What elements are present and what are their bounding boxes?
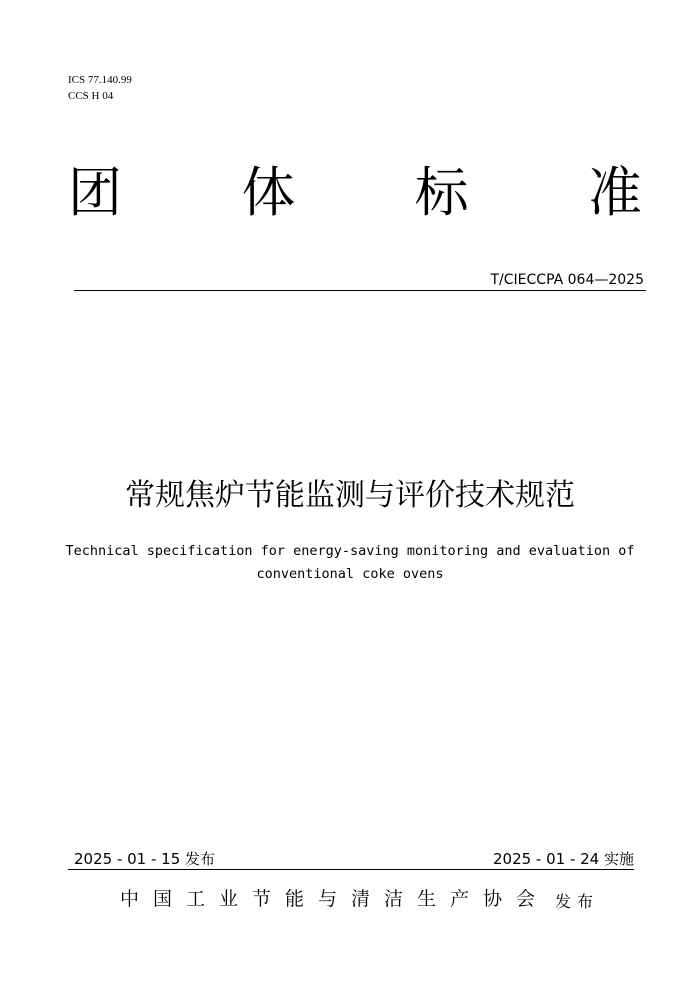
english-title-line-2: conventional coke ovens	[256, 566, 444, 582]
issue-label: 发布	[555, 892, 600, 911]
issuing-organization: 中国工业节能与清洁生产协会	[120, 888, 550, 910]
banner-char-2: 体	[241, 161, 296, 224]
classification-codes	[68, 72, 132, 104]
ccs-code: CCS H 04	[68, 90, 114, 102]
document-type-banner	[68, 158, 642, 228]
english-title-line-1: Technical specification for energy-saving monitoring and evaluation of	[65, 543, 635, 559]
standard-number: T/CIECCPA 064—2025	[490, 272, 644, 288]
footer-divider	[68, 869, 634, 870]
banner-char-3: 标	[414, 161, 469, 224]
english-title	[0, 540, 700, 586]
chinese-title: 常规焦炉节能监测与评价技术规范	[125, 478, 575, 513]
banner-char-1: 团	[68, 161, 122, 224]
ics-code: ICS 77.140.99	[68, 74, 132, 86]
publish-date: 2025 - 01 - 15 发布	[74, 850, 216, 868]
header-divider	[74, 290, 646, 291]
implementation-date: 2025 - 01 - 24 实施	[492, 850, 634, 868]
banner-char-4: 准	[587, 161, 642, 224]
